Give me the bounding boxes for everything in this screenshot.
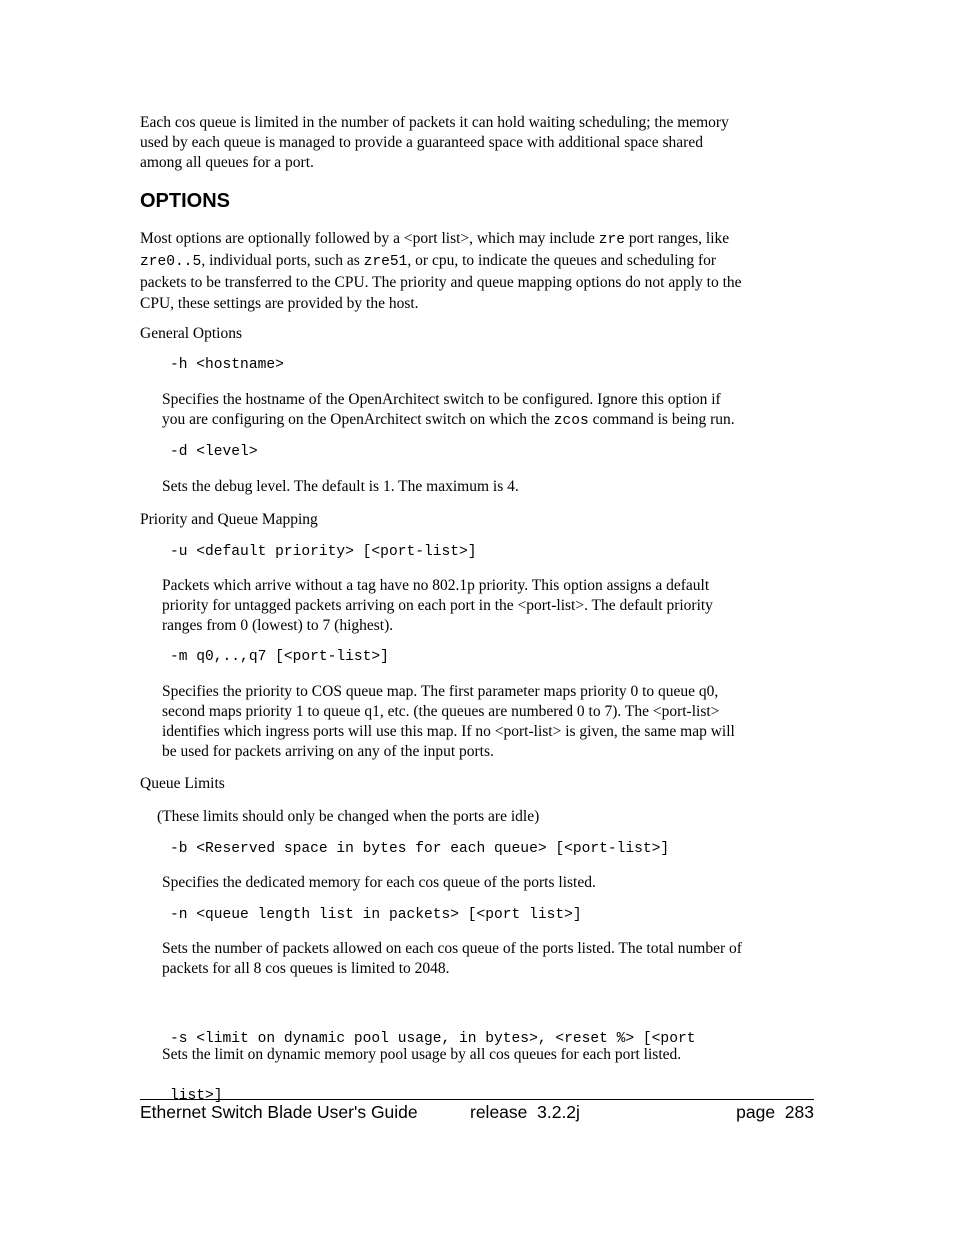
priority-mapping-title: Priority and Queue Mapping <box>140 511 318 528</box>
code-run: zre51 <box>363 254 408 270</box>
footer-guide-title: Ethernet Switch Blade User's Guide <box>140 1102 418 1122</box>
desc-line: Specifies the hostname of the OpenArchitect switch to be configured. Ignore this option if <box>162 391 721 408</box>
text-run: port ranges, like <box>625 230 730 247</box>
n-option-syntax: -n <queue length list in packets> [<port list>] <box>170 907 582 923</box>
queue-limits-title: Queue Limits <box>140 775 225 792</box>
intro-line: Each cos queue is limited in the number of packets it can hold waiting scheduling; the memory <box>140 114 729 131</box>
d-option-description: Sets the debug level. The default is 1. The maximum is 4. <box>162 478 519 495</box>
options-line <box>140 228 820 250</box>
text-run: Most options are optionally followed by a <port list>, which may include <box>140 230 599 247</box>
desc-line: priority for untagged packets arriving on each port in the <port-list>. The default priority <box>162 597 713 614</box>
code-run: zre0..5 <box>140 254 202 270</box>
footer-page-number: page 283 <box>736 1102 814 1122</box>
intro-line: used by each queue is managed to provide a guaranteed space with additional space shared <box>140 134 703 151</box>
options-heading: OPTIONS <box>140 190 231 212</box>
m-option-syntax: -m q0,..,q7 [<port-list>] <box>170 649 389 665</box>
general-options-title: General Options <box>140 325 243 342</box>
desc-line: packets for all 8 cos queues is limited to 2048. <box>162 960 450 977</box>
options-line: CPU, these settings are provided by the host. <box>140 295 419 312</box>
desc-line: Packets which arrive without a tag have no 802.1p priority. This option assigns a default <box>162 577 710 594</box>
desc-line: ranges from 0 (lowest) to 7 (highest). <box>162 617 394 634</box>
u-option-syntax: -u <default priority> [<port-list>] <box>170 544 477 560</box>
desc-line: identifies which ingress ports will use this map. If no <port-list> is given, the same map will <box>162 723 735 740</box>
text-run: , individual ports, such as <box>201 252 364 269</box>
desc-line: Sets the number of packets allowed on each cos queue of the ports listed. The total number of <box>162 940 742 957</box>
desc-line: second maps priority 1 to queue q1, etc. (the queues are numbered 0 to 7). The <port-list> <box>162 703 720 720</box>
b-option-syntax: -b <Reserved space in bytes for each queue> [<port-list>] <box>170 841 670 857</box>
n-option-description <box>162 939 822 979</box>
d-option-syntax: -d <level> <box>170 444 258 460</box>
h-option-syntax: -h <hostname> <box>170 357 284 373</box>
options-line <box>140 250 820 272</box>
m-option-description <box>162 682 822 762</box>
footer-release: release 3.2.2j <box>470 1102 580 1122</box>
u-option-description <box>162 576 822 636</box>
syntax-line: -s <limit on dynamic pool usage, in bytes>, <reset %> [<port <box>170 1031 696 1047</box>
text-run: , or cpu, to indicate the queues and scheduling for <box>407 252 717 269</box>
footer-rule <box>140 1099 814 1100</box>
intro-paragraph <box>140 113 820 173</box>
options-line: packets to be transferred to the CPU. The priority and queue mapping options do not apply to the <box>140 274 742 291</box>
b-option-description: Specifies the dedicated memory for each cos queue of the ports listed. <box>162 874 596 891</box>
s-option-description: Sets the limit on dynamic memory pool usage by all cos queues for each port listed. <box>162 1046 682 1063</box>
text-run: command is being run. <box>588 411 735 428</box>
desc-line: Specifies the priority to COS queue map. The first parameter maps priority 0 to queue q0, <box>162 683 719 700</box>
options-paragraph <box>140 228 820 314</box>
text-run: you are configuring on the OpenArchitect switch on which the <box>162 411 554 428</box>
h-option-description <box>162 390 822 431</box>
intro-line: among all queues for a port. <box>140 154 314 171</box>
code-run: zcos <box>553 413 589 429</box>
queue-limits-note: (These limits should only be changed when the ports are idle) <box>157 808 540 825</box>
desc-line: be used for packets arriving on any of the input ports. <box>162 743 494 760</box>
syntax-line: list>] <box>170 1088 223 1104</box>
desc-line <box>162 410 822 431</box>
code-run: zre <box>598 232 626 248</box>
